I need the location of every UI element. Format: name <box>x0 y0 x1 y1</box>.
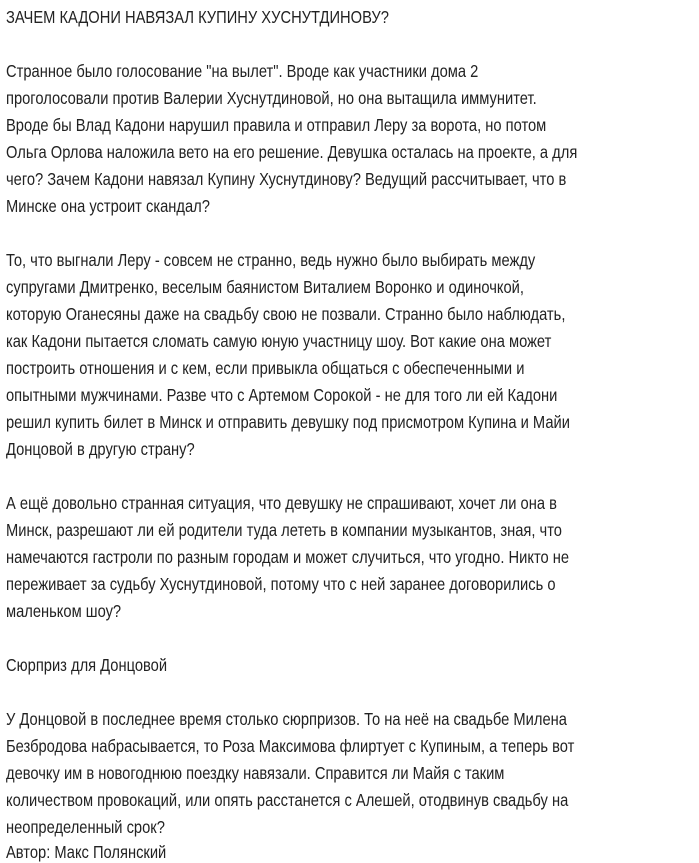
text-line: Донцовой в другую страну? <box>6 439 195 459</box>
paragraph-voting <box>6 58 699 220</box>
text-line: девочку им в новогоднюю поездку навязали. Справится ли Майя с таким <box>6 763 505 783</box>
spacer <box>6 220 699 247</box>
article-title-text: ЗАЧЕМ КАДОНИ НАВЯЗАЛ КУПИНУ ХУСНУТДИНОВУ? <box>6 7 389 27</box>
paragraph-minsk <box>6 490 699 625</box>
text-line: Минске она устроит скандал? <box>6 196 210 216</box>
author-text: Автор: Макс Полянский <box>6 842 167 862</box>
spacer <box>6 625 699 652</box>
paragraph-dontsova <box>6 706 699 841</box>
text-line: Минск, разрешают ли ей родители туда лететь в компании музыкантов, зная, что <box>6 520 562 540</box>
spacer <box>6 463 699 490</box>
text-line: опытными мужчинами. Разве что с Артемом Сорокой - не для того ли ей Кадони <box>6 385 558 405</box>
text-line: чего? Зачем Кадони навязал Купину Хуснутдинову? Ведущий рассчитывает, что в <box>6 169 567 189</box>
text-line: количеством провокаций, или опять расстанется с Алешей, отодвинув свадьбу на <box>6 790 569 810</box>
spacer <box>6 31 699 58</box>
paragraph-lera <box>6 247 699 463</box>
text-line: построить отношения и с кем, если привыкла общаться с обеспеченными и <box>6 358 525 378</box>
text-line: супругами Дмитренко, веселым баянистом Виталием Воронко и одиночкой, <box>6 277 524 297</box>
text-line: Ольга Орлова наложила вето на его решение. Девушка осталась на проекте, а для <box>6 142 578 162</box>
subheading-text: Сюрприз для Донцовой <box>6 655 168 675</box>
text-line: Странное было голосование "на вылет". Вроде как участники дома 2 <box>6 61 479 81</box>
text-line: То, что выгнали Леру - совсем не странно, ведь нужно было выбирать между <box>6 250 536 270</box>
text-line: Безбродова набрасывается, то Роза Максимова флиртует с Купиным, а теперь вот <box>6 736 575 756</box>
text-line: намечаются гастроли по разным городам и может случиться, что угодно. Никто не <box>6 547 570 567</box>
subheading <box>6 652 699 679</box>
text-line: Вроде бы Влад Кадони нарушил правила и отправил Леру за ворота, но потом <box>6 115 547 135</box>
text-line: маленьком шоу? <box>6 601 122 621</box>
text-line: решил купить билет в Минск и отправить девушку под присмотром Купина и Майи <box>6 412 570 432</box>
author-byline <box>6 841 699 863</box>
text-line: которую Оганесяны даже на свадьбу свою не позвали. Странно было наблюдать, <box>6 304 566 324</box>
text-line: проголосовали против Валерии Хуснутдиновой, но она вытащила иммунитет. <box>6 88 537 108</box>
text-line: У Донцовой в последнее время столько сюрпризов. То на неё на свадьбе Милена <box>6 709 567 729</box>
spacer <box>6 679 699 706</box>
text-line: А ещё довольно странная ситуация, что девушку не спрашивают, хочет ли она в <box>6 493 557 513</box>
article-title <box>6 4 699 31</box>
text-line: как Кадони пытается сломать самую юную участницу шоу. Вот какие она может <box>6 331 552 351</box>
text-line: неопределенный срок? <box>6 817 165 837</box>
text-line: переживает за судьбу Хуснутдиновой, потому что с ней заранее договорились о <box>6 574 556 594</box>
